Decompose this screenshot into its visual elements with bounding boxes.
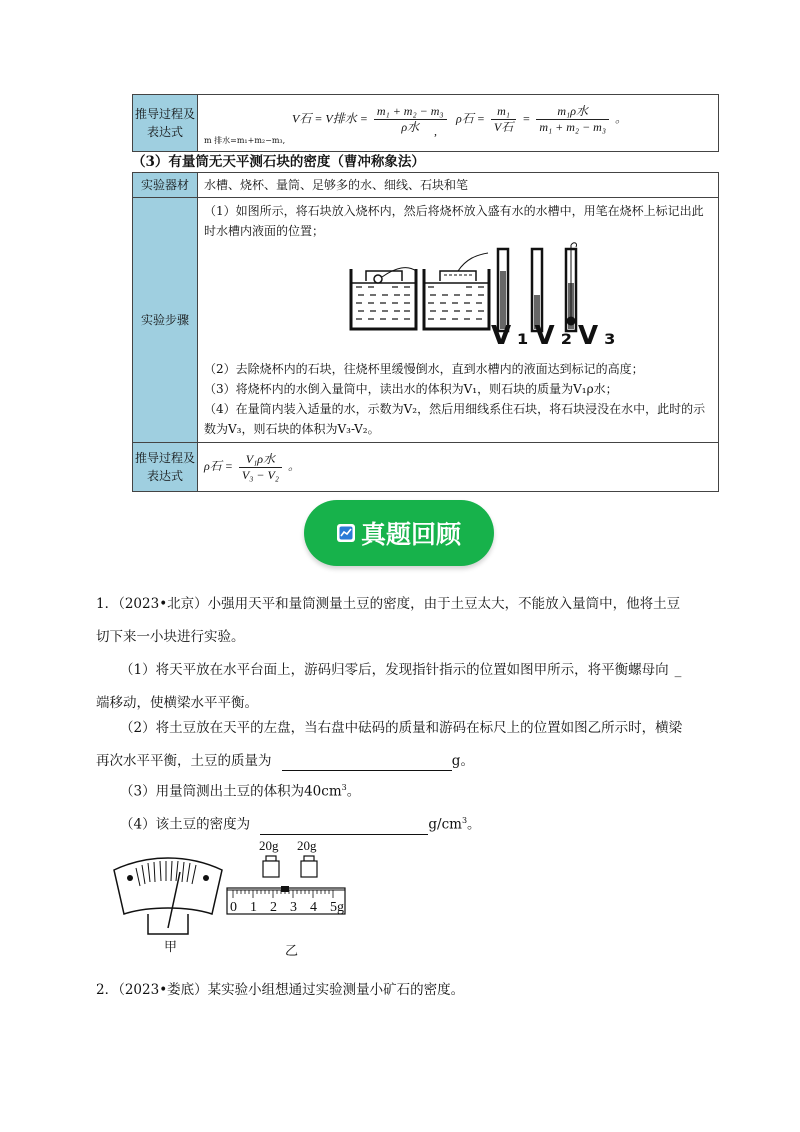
superscript: 3 — [341, 783, 347, 792]
balance-scale-figure — [108, 848, 228, 938]
period: 。 — [346, 783, 361, 800]
weight-2 — [301, 856, 317, 877]
formula-lhs: ρ石 = — [456, 111, 485, 126]
review-badge — [304, 500, 494, 566]
derivation-table — [132, 94, 719, 152]
equipment-cell: 水槽、烧杯、量筒、足够多的水、细线、石块和笔 — [198, 173, 719, 198]
step-2: （2）去除烧杯内的石块，往烧杯里缓慢倒水，直到水槽内的液面达到标记的高度； — [204, 362, 644, 376]
fraction — [536, 104, 609, 135]
volume-formula — [292, 104, 450, 135]
formula-lhs: ρ石 = — [204, 458, 233, 473]
q2-stem: 2．（2023•娄底）某实验小组想通过实验测量小矿石的密度。 — [96, 982, 465, 998]
density-formula — [204, 451, 300, 482]
label-v2: V₂ — [534, 321, 579, 351]
displaced-water-note: m 排水=m₁+m₂−m₃, — [204, 136, 286, 145]
equals-sign: = — [522, 111, 531, 126]
experiment-table — [132, 172, 719, 492]
figure-yi — [225, 838, 355, 962]
fraction-numerator: m₁ — [491, 104, 516, 120]
fraction-denominator: ρ水 — [401, 120, 420, 134]
q1-part2-text: 再次水平平衡，土豆的质量为 — [96, 753, 272, 769]
weight-label-2: 20g — [297, 838, 317, 853]
superscript: 3 — [461, 816, 468, 825]
table-label: 推导过程及表达式 — [133, 95, 198, 152]
unit-label: g。 — [451, 753, 474, 769]
water-tank-1 — [351, 268, 416, 329]
table-label: 推导过程及表达式 — [133, 443, 198, 492]
tick-label: 4 — [310, 900, 317, 915]
density-formula — [456, 104, 627, 135]
fraction-numerator: m₁ + m₂ − m₃ — [374, 104, 447, 120]
experiment-figure — [204, 241, 712, 359]
table-label: 实验步骤 — [133, 198, 198, 443]
water-tank-2 — [424, 253, 489, 329]
rider-marker — [281, 886, 289, 892]
period: 。 — [467, 816, 481, 833]
period: 。 — [287, 458, 300, 473]
figure-label-jia: 甲 — [164, 940, 178, 955]
q1-part3-text: （3）用量筒测出土豆的体积为40cm — [120, 783, 342, 800]
q1-part2-cont — [96, 751, 474, 771]
answer-blank[interactable] — [260, 818, 428, 835]
q1-part1-text: （1）将天平放在水平台面上，游码归零后，发现指针指示的位置如图甲所示，将平衡螺母向 — [120, 662, 669, 678]
fraction-numerator: V₁ρ水 — [239, 452, 282, 468]
cylinder-v3 — [566, 243, 577, 331]
q1-part1-cont: 端移动，使横梁水平平衡。 — [96, 695, 258, 711]
label-v1: V₁ — [491, 321, 535, 351]
figure-jia — [108, 848, 228, 958]
tick-label: 3 — [290, 900, 297, 915]
label-v3: V₃ — [578, 321, 622, 351]
weight-1 — [263, 856, 279, 877]
tick-label: 1 — [250, 900, 257, 915]
fraction-denominator: V₃ − V₂ — [241, 467, 279, 482]
tick-label: 5g — [330, 900, 344, 915]
cylinder-v1 — [498, 249, 508, 331]
q1-stem-line1: 1．（2023•北京）小强用天平和量筒测量土豆的密度，由于土豆太大，不能放入量筒中，他将土豆 — [96, 596, 681, 612]
section-title: （3）有量筒无天平测石块的密度（曹冲称象法） — [132, 154, 425, 170]
unit-label: g/cm — [428, 816, 462, 833]
tick-label: 0 — [230, 900, 237, 915]
step-4: （4）在量筒内装入适量的水，示数为V₂，然后用细线系住石块，将石块浸没在水中，此时的示数为V₃，则石块的体积为V₃-V₂。 — [204, 402, 706, 436]
q1-part1: （1）将天平放在水平台面上，游码归零后，发现指针指示的位置如图甲所示，将平衡螺母向 _ — [120, 662, 682, 678]
q1-part3 — [120, 778, 360, 802]
q1-part2: （2）将土豆放在天平的左盘，当右盘中砝码的质量和游码在标尺上的位置如图乙所示时，横梁 — [120, 720, 683, 736]
fraction-numerator: m₁ρ水 — [536, 104, 609, 120]
derivation-cell — [198, 443, 719, 492]
period: 。 — [615, 111, 628, 126]
derivation-cell — [198, 95, 719, 152]
tick-label: 2 — [270, 900, 277, 915]
fraction-denominator: m₁ + m₂ − m₃ — [539, 120, 607, 134]
cylinder-labels — [491, 321, 622, 351]
badge-title: 真题回顾 — [360, 520, 461, 549]
q1-part4-text: （4）该土豆的密度为 — [120, 816, 251, 833]
fraction — [491, 104, 516, 135]
fraction-denominator: V石 — [493, 120, 514, 134]
q1-part4 — [120, 811, 481, 835]
answer-blank[interactable] — [282, 754, 452, 771]
step-1: （1）如图所示，将石块放入烧杯内，然后将烧杯放入盛有水的水槽中，用笔在烧杯上标记出此时水槽内液面的位置； — [204, 204, 704, 238]
table-label: 实验器材 — [133, 173, 198, 198]
steps-cell — [198, 198, 719, 443]
figure-label-yi: 乙 — [285, 944, 299, 959]
cylinder-v2 — [532, 249, 542, 331]
fraction — [239, 452, 282, 483]
formula-lhs: V石 = V排水 = — [292, 111, 368, 126]
chart-icon — [337, 524, 355, 542]
weights-and-rider-scale — [225, 854, 355, 934]
weight-label-1: 20g — [259, 838, 279, 853]
step-3: （3）将烧杯内的水倒入量筒中，读出水的体积为V₁，则石块的质量为V₁ρ水； — [204, 382, 618, 396]
q1-stem-line2: 切下来一小块进行实验。 — [96, 629, 245, 645]
separator: , — [434, 124, 437, 138]
